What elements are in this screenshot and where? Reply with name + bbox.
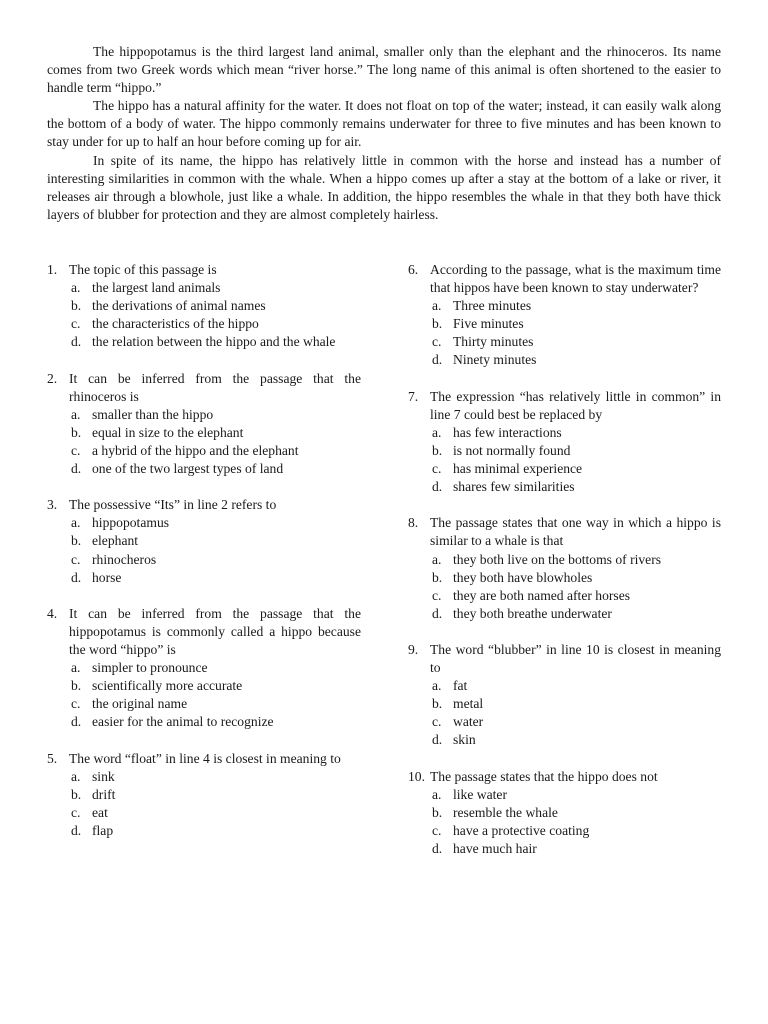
option-letter: d. — [432, 841, 443, 856]
answer-option-b[interactable] — [69, 297, 361, 315]
question-stem: It can be inferred from the passage that the hippopotamus is commonly called a hippo because the word “hippo” is — [69, 605, 361, 657]
answer-option-b[interactable] — [430, 695, 721, 713]
answer-option-d[interactable] — [430, 731, 721, 749]
answer-option-d[interactable] — [430, 351, 721, 369]
option-letter: b. — [71, 786, 82, 802]
option-text: equal in size to the elephant — [92, 424, 244, 440]
answer-option-d[interactable] — [69, 822, 361, 840]
question-stem: The passage states that one way in which a hippo is similar to a whale is that — [430, 515, 721, 549]
answer-options — [69, 406, 361, 478]
answer-option-a[interactable] — [430, 677, 721, 695]
option-letter: a. — [71, 660, 81, 676]
passage-paragraph-1: The hippopotamus is the third largest land animal, smaller only than the elephant and the rhinoceros. Its name comes from two Greek words which mean “river horse.” The long name of this animal is often shortened to the easier to handle term “hippo.” — [47, 44, 721, 96]
question-4 — [47, 605, 361, 732]
answer-options — [69, 659, 361, 731]
answer-option-c[interactable] — [430, 460, 721, 478]
question-10 — [408, 768, 721, 858]
option-text: like water — [453, 786, 507, 802]
question-number: 2. — [47, 370, 58, 386]
option-letter: b. — [432, 442, 443, 458]
option-letter: a. — [71, 768, 81, 784]
option-letter: c. — [71, 804, 81, 820]
option-text: one of the two largest types of land — [92, 461, 284, 477]
answer-option-a[interactable] — [430, 297, 721, 315]
option-letter: d. — [432, 479, 443, 495]
option-text: scientifically more accurate — [92, 678, 243, 694]
answer-option-c[interactable] — [69, 804, 361, 822]
answer-option-a[interactable] — [69, 659, 361, 677]
question-number: 3. — [47, 497, 58, 513]
answer-options — [69, 279, 361, 351]
question-stem: It can be inferred from the passage that the rhinoceros is — [69, 370, 361, 404]
answer-option-c[interactable] — [69, 695, 361, 713]
option-letter: d. — [71, 714, 82, 730]
option-text: Three minutes — [453, 298, 532, 314]
answer-option-b[interactable] — [69, 677, 361, 695]
option-text: resemble the whale — [453, 804, 558, 820]
option-letter: b. — [71, 533, 82, 549]
option-text: the characteristics of the hippo — [92, 316, 259, 332]
answer-option-c[interactable] — [430, 822, 721, 840]
answer-options — [69, 768, 361, 840]
option-letter: b. — [432, 696, 443, 712]
option-letter: b. — [432, 316, 443, 332]
answer-option-c[interactable] — [69, 551, 361, 569]
answer-option-a[interactable] — [69, 514, 361, 532]
answer-option-b[interactable] — [430, 442, 721, 460]
answer-option-a[interactable] — [69, 279, 361, 297]
option-letter: d. — [71, 569, 82, 585]
option-text: the largest land animals — [92, 280, 221, 296]
option-text: a hybrid of the hippo and the elephant — [92, 442, 299, 458]
question-stem: The expression “has relatively little in common” in line 7 could best be replaced by — [430, 388, 721, 422]
option-letter: c. — [432, 714, 442, 730]
reading-passage — [47, 43, 721, 224]
option-text: is not normally found — [453, 442, 571, 458]
option-letter: c. — [432, 587, 442, 603]
option-text: eat — [92, 804, 108, 820]
option-text: the derivations of animal names — [92, 298, 266, 314]
question-2 — [47, 370, 361, 479]
option-text: Five minutes — [453, 316, 524, 332]
option-letter: c. — [71, 696, 81, 712]
question-stem: The passage states that the hippo does not — [430, 768, 658, 784]
answer-option-d[interactable] — [69, 460, 361, 478]
option-letter: a. — [71, 406, 81, 422]
question-5 — [47, 750, 361, 840]
option-text: Ninety minutes — [453, 352, 537, 368]
option-letter: d. — [71, 461, 82, 477]
option-letter: a. — [432, 551, 442, 567]
question-stem: The word “float” in line 4 is closest in meaning to — [69, 750, 341, 766]
option-text: sink — [92, 768, 115, 784]
answer-option-b[interactable] — [430, 315, 721, 333]
passage-paragraph-2: The hippo has a natural affinity for the water. It does not float on top of the water; instead, it can easily walk along the bottom of a body of water. The hippo commonly remains underwater for three to five minutes and has been known to stay under for up to half an hour before coming up for air. — [47, 98, 721, 150]
option-letter: a. — [432, 786, 442, 802]
answer-option-c[interactable] — [430, 713, 721, 731]
option-text: have a protective coating — [453, 822, 590, 838]
option-text: they are both named after horses — [453, 587, 631, 603]
questions-column-right — [408, 261, 721, 876]
option-letter: a. — [71, 280, 81, 296]
question-number: 8. — [408, 515, 419, 531]
passage-paragraph-3: In spite of its name, the hippo has relatively little in common with the horse and instead has a number of interesting similarities in common with the whale. When a hippo comes up after a stay at the bottom of a lake or river, it releases air through a blowhole, just like a whale. In addition, the hippo resembles the whale in that they both have thick layers of blubber for protection and they are almost completely hairless. — [47, 152, 721, 222]
option-letter: b. — [71, 424, 82, 440]
question-3 — [47, 496, 361, 586]
answer-options — [430, 424, 721, 496]
question-number: 1. — [47, 262, 58, 277]
question-number: 9. — [408, 641, 419, 657]
question-number: 10. — [408, 768, 425, 784]
answer-option-a[interactable] — [430, 786, 721, 804]
option-letter: d. — [71, 334, 82, 350]
option-letter: b. — [432, 804, 443, 820]
answer-option-d[interactable] — [69, 333, 361, 351]
answer-options — [430, 297, 721, 369]
question-8 — [408, 514, 721, 623]
answer-option-c[interactable] — [69, 315, 361, 333]
option-letter: c. — [71, 316, 81, 332]
question-number: 6. — [408, 262, 419, 277]
answer-option-b[interactable] — [430, 569, 721, 587]
answer-option-a[interactable] — [430, 424, 721, 442]
option-text: hippopotamus — [92, 515, 170, 531]
question-9 — [408, 641, 721, 750]
answer-option-c[interactable] — [430, 587, 721, 605]
option-letter: d. — [71, 822, 82, 838]
option-text: rhinocheros — [92, 551, 157, 567]
answer-option-a[interactable] — [69, 406, 361, 424]
answer-option-c[interactable] — [430, 333, 721, 351]
answer-option-b[interactable] — [430, 804, 721, 822]
option-text: have much hair — [453, 841, 537, 856]
answer-options — [430, 551, 721, 623]
option-text: horse — [92, 569, 122, 585]
answer-options — [430, 677, 721, 749]
option-letter: b. — [432, 569, 443, 585]
question-6 — [408, 261, 721, 370]
option-text: smaller than the hippo — [92, 406, 214, 422]
option-letter: c. — [432, 461, 442, 477]
question-number: 5. — [47, 750, 58, 766]
option-letter: b. — [71, 298, 82, 314]
option-text: the original name — [92, 696, 188, 712]
question-7 — [408, 388, 721, 497]
option-text: has minimal experience — [453, 461, 583, 477]
option-text: elephant — [92, 533, 139, 549]
option-text: they both breathe underwater — [453, 605, 612, 621]
question-stem: The possessive “Its” in line 2 refers to — [69, 497, 277, 513]
question-stem: According to the passage, what is the maximum time that hippos have been known to stay underwater? — [430, 262, 721, 296]
answer-options — [69, 514, 361, 586]
option-letter: d. — [432, 352, 443, 368]
option-letter: a. — [432, 678, 442, 694]
option-text: easier for the animal to recognize — [92, 714, 274, 730]
option-text: flap — [92, 822, 114, 838]
answer-option-a[interactable] — [69, 768, 361, 786]
answer-option-b[interactable] — [69, 532, 361, 550]
option-letter: c. — [432, 334, 442, 350]
option-text: they both live on the bottoms of rivers — [453, 551, 662, 567]
option-letter: a. — [432, 298, 442, 314]
option-text: shares few similarities — [453, 479, 575, 495]
option-text: has few interactions — [453, 424, 562, 440]
answer-option-a[interactable] — [430, 551, 721, 569]
question-stem: The word “blubber” in line 10 is closest in meaning to — [430, 641, 721, 676]
option-text: simpler to pronounce — [92, 660, 208, 676]
option-letter: c. — [71, 442, 81, 458]
question-1 — [47, 261, 361, 351]
option-letter: b. — [71, 678, 82, 694]
option-text: Thirty minutes — [453, 334, 534, 350]
option-letter: a. — [71, 515, 81, 531]
answer-option-d[interactable] — [430, 478, 721, 496]
option-letter: d. — [432, 732, 443, 748]
answer-option-d[interactable] — [430, 605, 721, 623]
answer-option-d[interactable] — [430, 840, 721, 858]
option-text: skin — [453, 732, 476, 748]
option-letter: c. — [71, 551, 81, 567]
option-letter: a. — [432, 424, 442, 440]
question-stem: The topic of this passage is — [69, 262, 217, 277]
answer-option-c[interactable] — [69, 442, 361, 460]
option-letter: d. — [432, 605, 443, 621]
answer-option-d[interactable] — [69, 713, 361, 731]
option-text: they both have blowholes — [453, 569, 593, 585]
option-text: fat — [453, 678, 468, 694]
option-text: water — [453, 714, 484, 730]
question-number: 7. — [408, 388, 419, 404]
option-letter: c. — [432, 822, 442, 838]
option-text: the relation between the hippo and the whale — [92, 334, 336, 350]
answer-option-d[interactable] — [69, 569, 361, 587]
option-text: drift — [92, 786, 116, 802]
question-number: 4. — [47, 605, 58, 621]
questions-column-left — [47, 261, 361, 858]
answer-option-b[interactable] — [69, 786, 361, 804]
answer-options — [430, 786, 721, 858]
answer-option-b[interactable] — [69, 424, 361, 442]
option-text: metal — [453, 696, 484, 712]
